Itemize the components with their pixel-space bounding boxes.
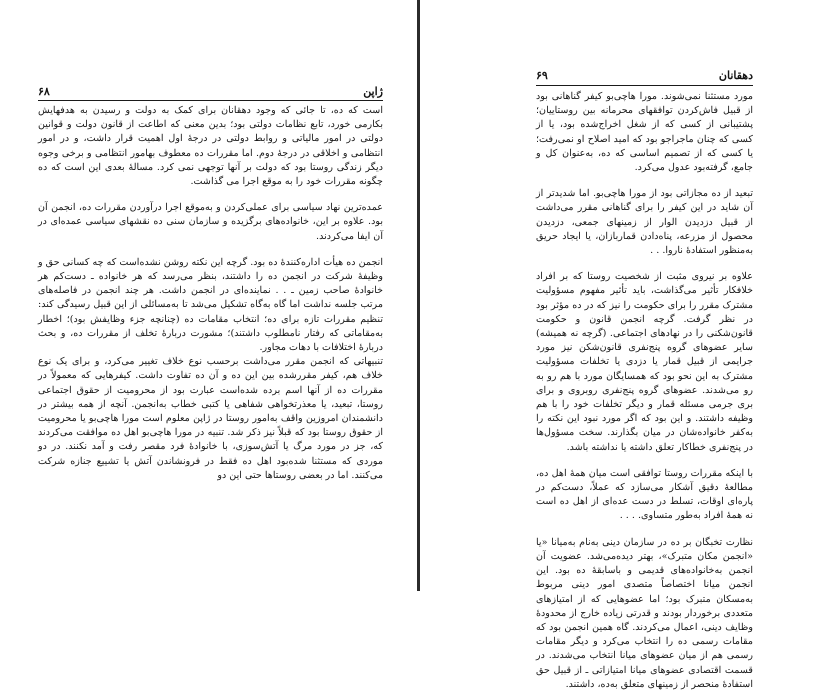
left-paragraph-2: عمده‌ترین نهاد سیاسی برای عملی‌کردن و به‌موقع اجرا درآوردن مقررات ده، انجمن آن بود. علاوه بر این، خانواده‌های برگزیده و سازمان سنی ده نقشهای سیاسی عمده‌ای در آن ایفا می‌کردند. [38, 202, 383, 242]
right-paragraph-3: علاوه بر نیروی مثبت از شخصیت روستا که بر افراد خلافکار تأثیر می‌گذاشت، باید تأثیر مفهوم مسؤولیت مشترک مقرر را برای حکومت را نیز که در ده مؤثر بود در نظر گرفت. گرچه انجمن قانون و حکومت قانون‌شکنی را در نهادهای اجتماعی. (گرچه نه همیشه) سایر عضوهای گروه پنج‌نفری قانون‌شکن نیز مورد جرایمی از قبیل قمار یا دزدی یا تخلفات مسؤولیت مشترک به این نحو بود که همسایگان مورد با هم رو به رو می‌شدند. عضوهای گروه پنج‌نفری روبروی و برای بری جرمی مسئله قمار و دیگر تخلفات خود را با هم وظیفه داشتند. و این بود که اگر مورد نبود این نکته را به‌کفر خانواده‌شان در میان بگذارند. سخت مسؤول‌ها در پنج‌نفری خطاکار تعلق داشته یا نداشته باشد. [536, 271, 753, 453]
left-page [0, 0, 417, 591]
right-page-running-title: دهقانان [718, 69, 753, 82]
left-paragraph-4: تنبیهاتی که انجمن مقرر می‌داشت برحسب نوع خلاف تغییر می‌کرد، و برای یک نوع خلاف هم، کیفر مقررشده بین این ده و آن ده تفاوت داشت. کیفرهایی که معمولاً در مقررات ده از آنها اسم برده شده‌است عبارت بود از محرومیت از حقوق اجتماعی روستا، تبعید، یا معذرتخواهی شفاهی یا کتبی خطاب به‌انجمن. آنچه از همه بیشتر در دانشمندان امروزین واقف به‌امور روستا در ژاپن معلوم است مورا هاچی‌بو یا محرومیت از حقوق روستا بود که قبلاً نیز ذکر شد. تنبیه در مورا هاچی‌بو اهل ده موافقت می‌کردند که، جز در مورد مرگ یا آتش‌سوزی، با خانوادهٔ فرد مقصر رفت و آمد نکنند. در دو موردی که مستثنا شده‌بود اهل ده فقط در فرونشاندن آتش یا تشییع جنازه شرکت می‌کنند. اما در بعضی روستاها حتی این دو [38, 356, 383, 481]
left-page-body [38, 104, 383, 483]
right-page-header [536, 69, 753, 83]
left-page-number: ۶۸ [38, 85, 50, 98]
left-paragraph-1: است که ده، تا جائی که وجود دهقانان برای کمک به دولت و رسیدن به هدفهایش بکارمی خورد، تابع نظامات دولتی بود؛ بدین معنی که اطاعت از قانون دولت و قوانین دولتی در امور مالیاتی و روابط دولتی در درجهٔ اول اهمیت قرار داشت، و در امور انتظامی و اخلاقی در درجهٔ دوم. اما مقررات ده معطوف بهامور انتظامی و برخی وجوه دیگر زندگی روستا بود که دولت بر آنها توجهی نمی کرد. مسالهٔ بعدی این است که ده چگونه مقررات خود را به موقع اجرا می گذاشت. [38, 105, 383, 188]
right-paragraph-5: نظارت تخبگان بر ده در سازمان دینی به‌نام به‌میانا «یا «انجمن مکان متبرک»، بهتر دیده‌می‌شد. عضویت آن انجمن به‌خانواده‌های قدیمی و با‌سابقهٔ ده بود. این انجمن میانا اختصاصاً متصدی امور دینی مربوط به‌مسکان متبرک بود؛ اما عضوهایی که از امتیازهای متعددی برخوردار بودند و قدرتی زیاده خارج از محدودهٔ وظایف دینی، اعمال می‌کردند. گاه همین انجمن بود که مقامات رسمی ده را انتخاب می‌کرد و دیگر مقامات رسمی هم از میان عضوهای میانا انتخاب می‌شدند. در قسمت اقتصادی عضوهای میانا امتیازاتی ـ از قبیل حق استفادهٔ منحصر از زمینهای متعلق به‌ده، داشتند. [536, 536, 753, 690]
left-page-header [38, 85, 383, 99]
right-paragraph-2: تبعید از ده مجازاتی بود از مورا هاچی‌بو. اما شدیدتر از آن شاید در این کیفر را برای گناهانی مقرر می‌داشت از قبیل دزدیدن الوار از زمینهای جمعی، دزدیدن محصول از مزرعه، پناه‌دادن قماربازان، یا ایجاد حریق به‌منظور استفادهٔ ناروا. . . [536, 188, 753, 257]
left-page-running-title: ژاپن [363, 85, 383, 98]
right-paragraph-4: با اینکه مقررات روستا توافقی است میان همهٔ اهل ده، مطالعهٔ دقیق آشکار می‌سازد که عملاً، دست‌کم در پاره‌ای اوقات، تسلط در دست عده‌ای از اهل ده است نه همهٔ افراد به‌طور متساوی. . . . [536, 467, 753, 522]
right-header-rule [536, 85, 753, 86]
right-paragraph-1: مورد مستثنا نمی‌شوند. مورا هاچی‌بو کیفر گناهانی بود از قبیل فاش‌کردن توافقهای محرمانه بین روستاییان؛ پشتیبانی از کسی که از شغل اخراج‌شده بود، یا از کسی که چنان ماجراجو بود که امید اصلاح او نمی‌رفت؛ یا کسی که از تصمیم اساسی که ده، به‌عنوان کل و جامع، گرفته‌بود عدول می‌کرد. [536, 91, 753, 174]
right-page-number: ۶۹ [536, 69, 548, 82]
right-page [420, 0, 837, 690]
left-header-rule [38, 100, 383, 101]
left-paragraph-3: انجمن ده هیأت اداره‌کنندهٔ ده بود. گرچه این نکته روشن نشده‌است که چه کسانی حق و وظیفهٔ شرکت در انجمن ده را داشتند، بنظر می‌رسد که هر خانواده ـ دست‌کم هر خانوادهٔ صاحب زمین ـ . . نماینده‌ای در انجمن داشت. هر چند انجمن در فاصله‌های مرتب جلسه نداشت اما گاه به‌گاه تشکیل می‌شد تا به‌مسائلی از این قبیل رسیدگی کند: تنظیم مقررات تازه برای ده؛ انتخاب مقامات ده (چنانچه جزء وظایفش بود)؛ اخطار به‌مقاماتی که رفتار نامطلوب داشتند)؛ مشورت دربارهٔ تخلف از مقررات ده، و بحث دربارهٔ اختلافات با دهات مجاور. [38, 256, 383, 354]
right-page-body [536, 90, 753, 692]
